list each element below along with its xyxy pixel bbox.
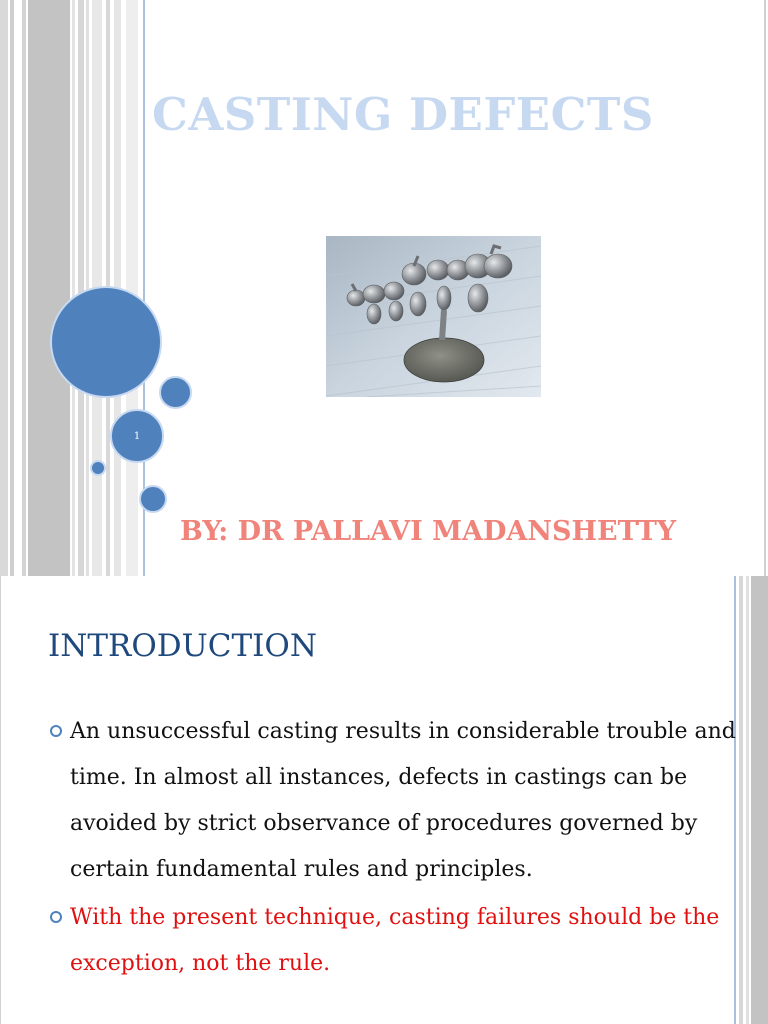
decorative-bar xyxy=(72,0,75,576)
slide-heading: INTRODUCTION xyxy=(48,628,317,664)
decorative-bar xyxy=(22,0,26,576)
bullet-circle-icon xyxy=(50,911,62,923)
decorative-circle-small xyxy=(139,485,167,513)
casting-photo xyxy=(326,236,541,397)
bullet-item xyxy=(48,709,738,893)
bullet-item-highlight xyxy=(48,895,738,987)
decorative-circle-tiny xyxy=(90,460,106,476)
decorative-bar xyxy=(739,576,743,1024)
decorative-circle-large xyxy=(50,286,162,398)
bullet-list xyxy=(48,709,738,987)
decorative-bar xyxy=(746,576,749,1024)
bullet-text: With the present technique, casting failures should be the exception, not the rule. xyxy=(70,905,720,976)
slide-number: 1 xyxy=(110,409,164,463)
decorative-bar xyxy=(10,0,14,576)
decorative-bar xyxy=(126,0,138,576)
decorative-bar xyxy=(78,0,84,576)
decorative-bar xyxy=(751,576,768,1024)
decorative-bar xyxy=(28,0,70,576)
introduction-slide xyxy=(0,576,768,1024)
author-line: BY: DR PALLAVI MADANSHETTY xyxy=(180,516,677,547)
bullet-circle-icon xyxy=(50,725,62,737)
decorative-bar xyxy=(764,0,766,576)
bullet-text: An unsuccessful casting results in considerable trouble and time. In almost all instances, defects in castings can be avoided by strict observance of procedures governed by certain fundamental rules and principles. xyxy=(70,719,736,882)
decorative-bar xyxy=(0,0,8,576)
slide-title: CASTING DEFECTS xyxy=(152,88,654,141)
decorative-circle-small xyxy=(159,376,192,409)
